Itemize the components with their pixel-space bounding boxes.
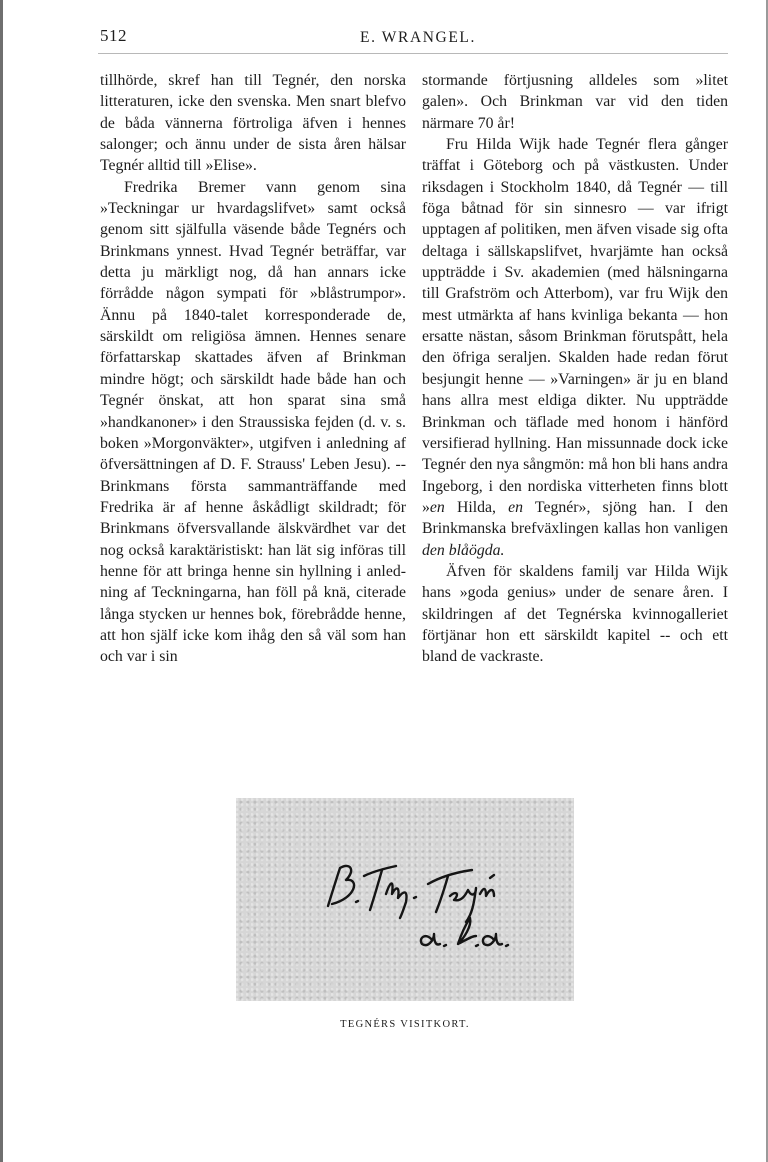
left-paragraph-1: tillhörde, skref han till Tegnér, den norska litteraturen, icke den svenska. Men snart blefvo de båda vännerna förtroliga äfven i hennes salonger; och ännu under de sista åren hälsar Tegnér alltid till »Elise». [100, 72, 406, 175]
handwritten-signature [236, 798, 574, 1001]
page-header [98, 20, 728, 54]
visiting-card-image [236, 798, 574, 1001]
figure-caption: TEGNÉRS VISITKORT. [340, 1019, 470, 1030]
right-paragraph-2 [422, 134, 728, 561]
right-column [422, 70, 728, 668]
right-paragraph-1: stormande förtjusning alldeles som »litet galen». Och Brinkman var vid den tiden närmare 70 år! [422, 72, 728, 132]
right-paragraph-3: Äfven för skaldens familj var Hilda Wijk hans »goda genius» under de senare åren. I skildringen af det Tegnérska kvinnogalleriet förtjänar hon ett särskildt kapitel -- och ett bland de vackraste. [422, 562, 728, 666]
running-title: E. WRANGEL. [360, 29, 476, 46]
page-edge-left [0, 0, 3, 1162]
right-paragraph-2-mid: Hilda, [444, 498, 509, 516]
emphasis-en-1: en [429, 498, 445, 516]
emphasis-den-blaogda: den blåögda. [422, 541, 505, 559]
emphasis-en-2: en [508, 498, 524, 516]
right-paragraph-2-text: Fru Hilda Wijk hade Tegnér flera gånger träffat i Göteborg och på västkusten. Under riksdagen i Stockholm 1840, då Tegnér — till föga båtnad för sin sinnesro — var ifrigt upptagen af politiken, men äfven visade sig ofta deltaga i sällskapslifvet, hvarjämte han också uppträdde i Sv. akademien (med hälsningarna till Grafström och Atterbom), var fru Wijk den mest utmärkta af hans kvinliga bekanta — hon ersatte nästan, såsom Brinkman förutspått, hela den öfriga seraljen. Skalden hade redan förut besjungit henne — »Varningen» är ju en bland hans allra mest eldiga dikter. Nu uppträdde Brinkman och täflade med honom i hänförd versifierad hyllning. Han missunnade dock icke Tegnér den nya sångmön: må hon bli hans andra Ingeborg, i den nordiska vitterheten finns blott » [422, 136, 728, 516]
page-number: 512 [100, 26, 127, 45]
header-rule [98, 53, 728, 54]
left-column [100, 70, 406, 668]
right-paragraph-2-tail: Tegnér», sjöng han. I den Brinkmanska brefväxlingen kallas hon vanligen [422, 498, 728, 538]
left-paragraph-2: Fredrika Bremer vann genom sina »Teckningar ur hvardagslifvet» samt också genom sitt själfulla väsende både Tegnérs och Brinkmans ynnest. Hvad Tegnér beträffar, var detta ju märkligt nog, då han annars icke förrådde någon sympati för »blåstrumpor». Ännu på 1840-talet korresponderade de, särskildt om religiösa ämnen. Hennes senare författarskap skattades äfven af Brinkman mindre högt; och särskildt hade både han och Tegnér önskat, att hon sparat sina små »handkanoner» i den Straussiska fejden (d. v. s. boken »Morgonväkter», utgifven i anledning af öfversättningen af D. F. Strauss' Leben Jesu). -- Brinkmans första sammanträffande med Fredrika är af henne åskådligt skildradt; för Brinkmans öfversvallande älskvärdhet var det nog också karaktäristiskt: han lät sig införas till henne för att bringa henne sin hyllning i anledning af Teckningarna, han föll på knä, citerade långa stycken ur hennes bok, förebrådde henne, att hon själf icke kom ihåg den så väl som han och var i sin [100, 178, 406, 666]
